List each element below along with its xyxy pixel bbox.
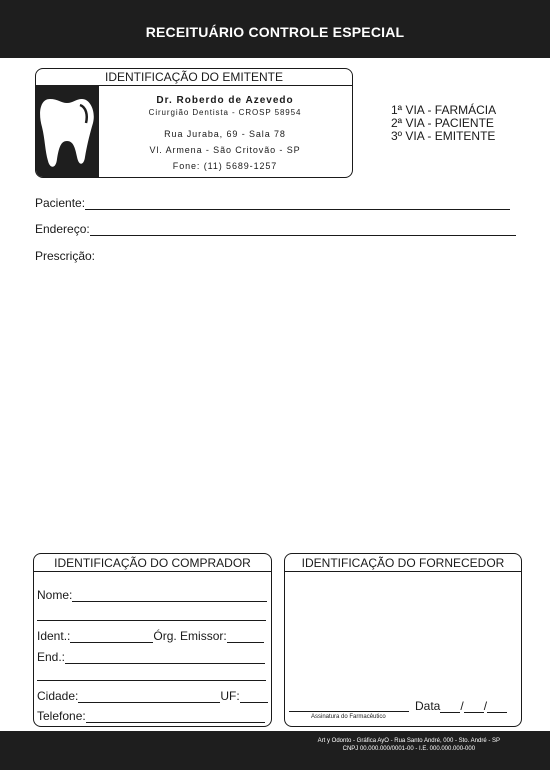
date-label: Data [415,699,441,713]
patient-name-line[interactable] [85,197,510,210]
date-separator: / [483,699,488,713]
date-month-line[interactable] [464,701,484,713]
buyer-blank-line[interactable] [37,620,266,621]
patient-address-line[interactable] [90,223,516,236]
date-day-line[interactable] [440,701,460,713]
buyer-ident-field [37,629,264,643]
footer-line: Art y Odonto - Gráfica AyO - Rua Santo André, 000 - Sto. André - SP [317,738,500,744]
prescription-label: Prescrição: [35,249,96,263]
doctor-address-line2: Vl. Armena - São Critovão - SP [149,145,301,155]
buyer-state-line[interactable] [240,691,268,703]
emitter-heading: IDENTIFICAÇÃO DO EMITENTE [36,69,352,86]
buyer-ident-line[interactable] [70,631,153,643]
date-field [415,699,507,713]
doctor-address-line1: Rua Juraba, 69 - Sala 78 [164,129,286,139]
doctor-info [102,85,348,171]
buyer-issuer-line[interactable] [227,631,264,643]
doctor-title: Cirurgião Dentista - CROSP 58954 [148,108,302,117]
signature-label: Assinatura do Farmacêutico [311,714,386,720]
copy-item: 2ª VIA - PACIENTE [391,116,494,130]
logo-panel [36,85,99,178]
buyer-state-label: UF: [220,689,240,703]
date-year-line[interactable] [487,701,507,713]
prescription-area[interactable] [35,266,517,546]
footer-bar [0,731,550,770]
emitter-box [35,68,353,178]
buyer-phone-field [37,709,265,723]
buyer-box [33,553,272,727]
buyer-city-label: Cidade: [37,689,79,703]
buyer-blank-line[interactable] [37,680,266,681]
date-separator: / [460,699,464,713]
buyer-name-label: Nome: [37,588,73,602]
patient-name-label: Paciente: [35,196,86,210]
buyer-name-field [37,588,267,602]
buyer-name-line[interactable] [72,590,267,602]
copy-item: 1ª VIA - FARMÁCIA [391,103,497,117]
signature-line[interactable] [289,711,409,712]
footer-text [318,737,500,753]
buyer-issuer-label: Órg. Emissor: [153,629,227,643]
copy-item: 3º VIA - EMITENTE [391,129,496,143]
supplier-area[interactable] [285,572,521,702]
doctor-name: Dr. Roberdo de Azevedo [156,95,294,106]
patient-address-field [35,222,516,236]
header-bar [0,0,550,58]
buyer-city-line[interactable] [78,691,220,703]
patient-name-field [35,196,510,210]
tooth-icon [36,85,99,178]
buyer-phone-label: Telefone: [37,709,86,723]
buyer-city-field [37,689,268,703]
buyer-heading: IDENTIFICAÇÃO DO COMPRADOR [34,554,271,572]
page-title: RECEITUÁRIO CONTROLE ESPECIAL [145,24,405,40]
prescription-field [35,249,95,263]
buyer-address-line[interactable] [65,652,265,664]
buyer-address-field [37,650,265,664]
copies-list [391,104,496,143]
supplier-box [284,553,522,727]
footer-line: CNPJ 00.000.000/0001-00 - I.E. 000.000.000-000 [342,746,476,752]
doctor-phone: Fone: (11) 5689-1257 [172,161,278,171]
buyer-address-label: End.: [37,650,66,664]
patient-address-label: Endereço: [35,222,90,236]
supplier-heading: IDENTIFICAÇÃO DO FORNECEDOR [285,554,521,572]
buyer-phone-line[interactable] [86,711,265,723]
buyer-ident-label: Ident.: [37,629,71,643]
